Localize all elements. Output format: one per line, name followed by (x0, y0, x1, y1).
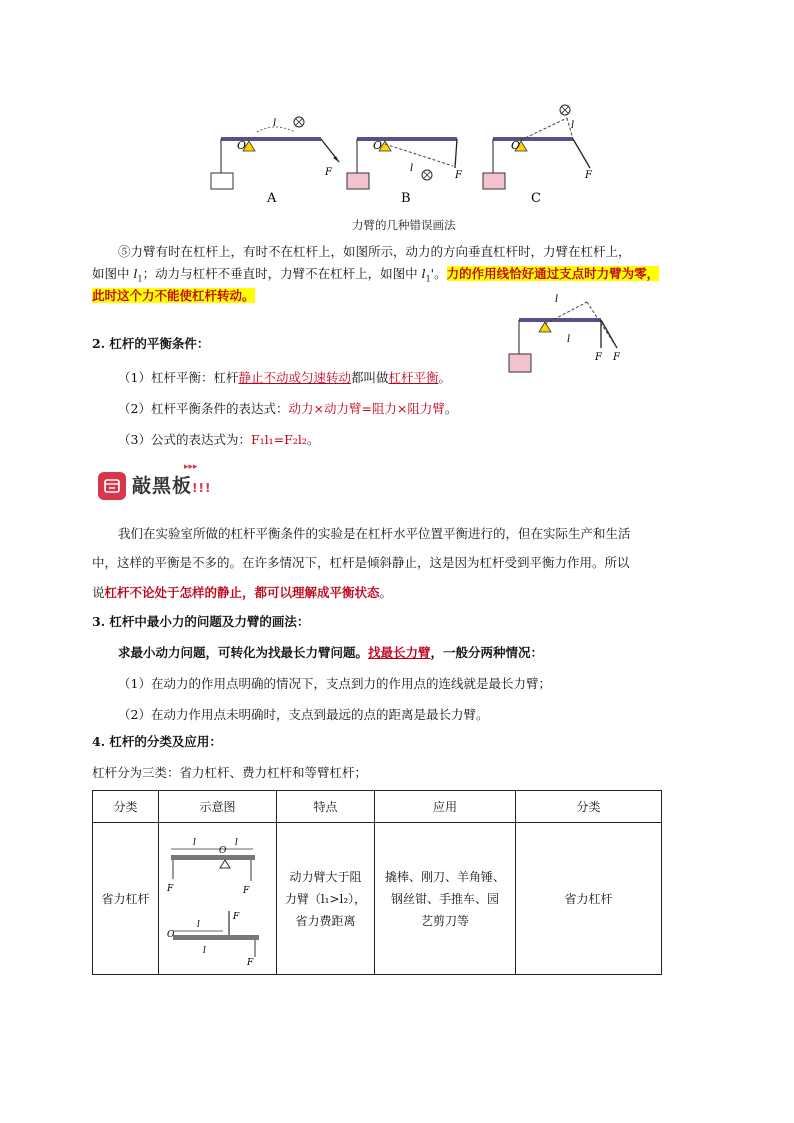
svg-text:F: F (246, 958, 253, 967)
figure-caption: 力臂的几种错误画法 (352, 218, 456, 232)
para5-line1: ⑤力臂有时在杠杆上，有时不在杠杆上，如图所示，动力的方向垂直杠杆时，力臂在杠杆上， (118, 244, 631, 259)
table-header-row (93, 791, 662, 823)
lever-arm-figure-right (505, 288, 645, 378)
svg-text:l: l (202, 946, 206, 956)
table-header: 应用 (375, 791, 516, 823)
svg-text:l: l (555, 294, 559, 305)
lever-classification-table (92, 790, 662, 975)
svg-text:O: O (511, 139, 521, 152)
svg-text:l: l (410, 163, 414, 174)
section2-item2: （2）杠杆平衡条件的表达式：动力×动力臂=阻力×阻力臂。 (118, 401, 458, 416)
table-header: 特点 (277, 791, 375, 823)
table-cell-features: 动力臂大于阻 力臂（l₁>l₂）， 省力费距离 (277, 823, 375, 975)
section2-item3: （3）公式的表达式为：F₁l₁=F₂l₂。 (118, 432, 320, 447)
svg-text:F: F (455, 170, 462, 181)
svg-text:l: l (571, 120, 575, 131)
figure-c (483, 105, 593, 206)
section2-item1: （1）杠杆平衡：杠杆静止不动或匀速转动都叫做杠杆平衡。 (118, 370, 452, 385)
section4-title: 4. 杠杆的分类及应用： (92, 734, 222, 749)
section3-item1: （1）在动力的作用点明确的情况下，支点到力的作用点的连线就是最长力臂； (118, 676, 551, 691)
svg-text:O: O (373, 139, 383, 152)
table-cell-diagram (159, 823, 277, 975)
svg-text:F: F (585, 170, 592, 181)
table-cell: 省力杠杆 (93, 823, 159, 975)
para5-highlight1: 力的作用线恰好通过支点时力臂为零， (446, 266, 660, 281)
section2-title: 2. 杠杆的平衡条件： (92, 336, 210, 351)
svg-text:l: l (196, 920, 200, 930)
figure-a-label: A (267, 191, 277, 206)
para5-highlight2: 此时这个力不能使杠杆转动。 (92, 288, 255, 303)
svg-text:O: O (218, 846, 226, 856)
svg-text:F: F (325, 167, 332, 178)
table-cell: 省力杠杆 (516, 823, 662, 975)
badge-title: 敲黑板!!! (132, 475, 212, 497)
figure-b-label: B (401, 191, 411, 206)
section3-item2: （2）在动力作用点未明确时，支点到最远的点的距离是最长力臂。 (118, 707, 489, 722)
svg-text:F: F (613, 352, 620, 363)
table-header: 示意图 (159, 791, 277, 823)
note-badge-icon (98, 472, 126, 500)
lever-diagram (163, 827, 273, 967)
section3-lead: 求最小动力问题，可转化为找最长力臂问题。找最长力臂，一般分两种情况： (118, 645, 544, 660)
svg-text:F: F (595, 352, 602, 363)
figure-a (211, 117, 339, 206)
svg-text:F: F (232, 912, 239, 922)
svg-text:F: F (242, 886, 249, 896)
table-header: 分类 (516, 791, 662, 823)
table-header: 分类 (93, 791, 159, 823)
lever-arm-errors-figure (205, 100, 615, 210)
section3-title: 3. 杠杆中最小力的问题及力臂的画法： (92, 614, 310, 629)
table-cell-applications: 撬棒、刚刀、羊角锤、 钢丝钳、手推车、园 艺剪刀等 (375, 823, 516, 975)
note-line3: 说杠杆不论处于怎样的静止，都可以理解成平衡状态。 (92, 585, 393, 600)
svg-text:l: l (273, 118, 277, 129)
figure-b (347, 137, 463, 206)
svg-text:F: F (166, 884, 173, 894)
note-line2: 中，这样的平衡是不多的。在许多情况下，杠杆是倾斜静止，这是因为杠杆受到平衡力作用。所以 (92, 555, 630, 570)
svg-text:l: l (192, 838, 196, 848)
table-row (93, 823, 662, 975)
figure-c-label: C (531, 191, 541, 206)
para5-line2: 如图中 $l_1$；动力与杠杆不垂直时，力臂不在杠杆上，如图中 $l_1'$。力的作用线恰好通过支点时力臂为零， (92, 266, 660, 284)
svg-text:l: l (234, 838, 238, 848)
svg-text:l: l (567, 334, 571, 345)
badge-arrows: ▸▸▸ (184, 462, 198, 472)
section4-intro: 杠杆分为三类：省力杠杆、费力杠杆和等臂杠杆； (92, 765, 368, 780)
pivot-label: O (237, 139, 247, 152)
note-line1: 我们在实验室所做的杠杆平衡条件的实验是在杠杆水平位置平衡进行的，但在实际生产和生活 (118, 526, 631, 541)
svg-text:O: O (166, 930, 174, 940)
